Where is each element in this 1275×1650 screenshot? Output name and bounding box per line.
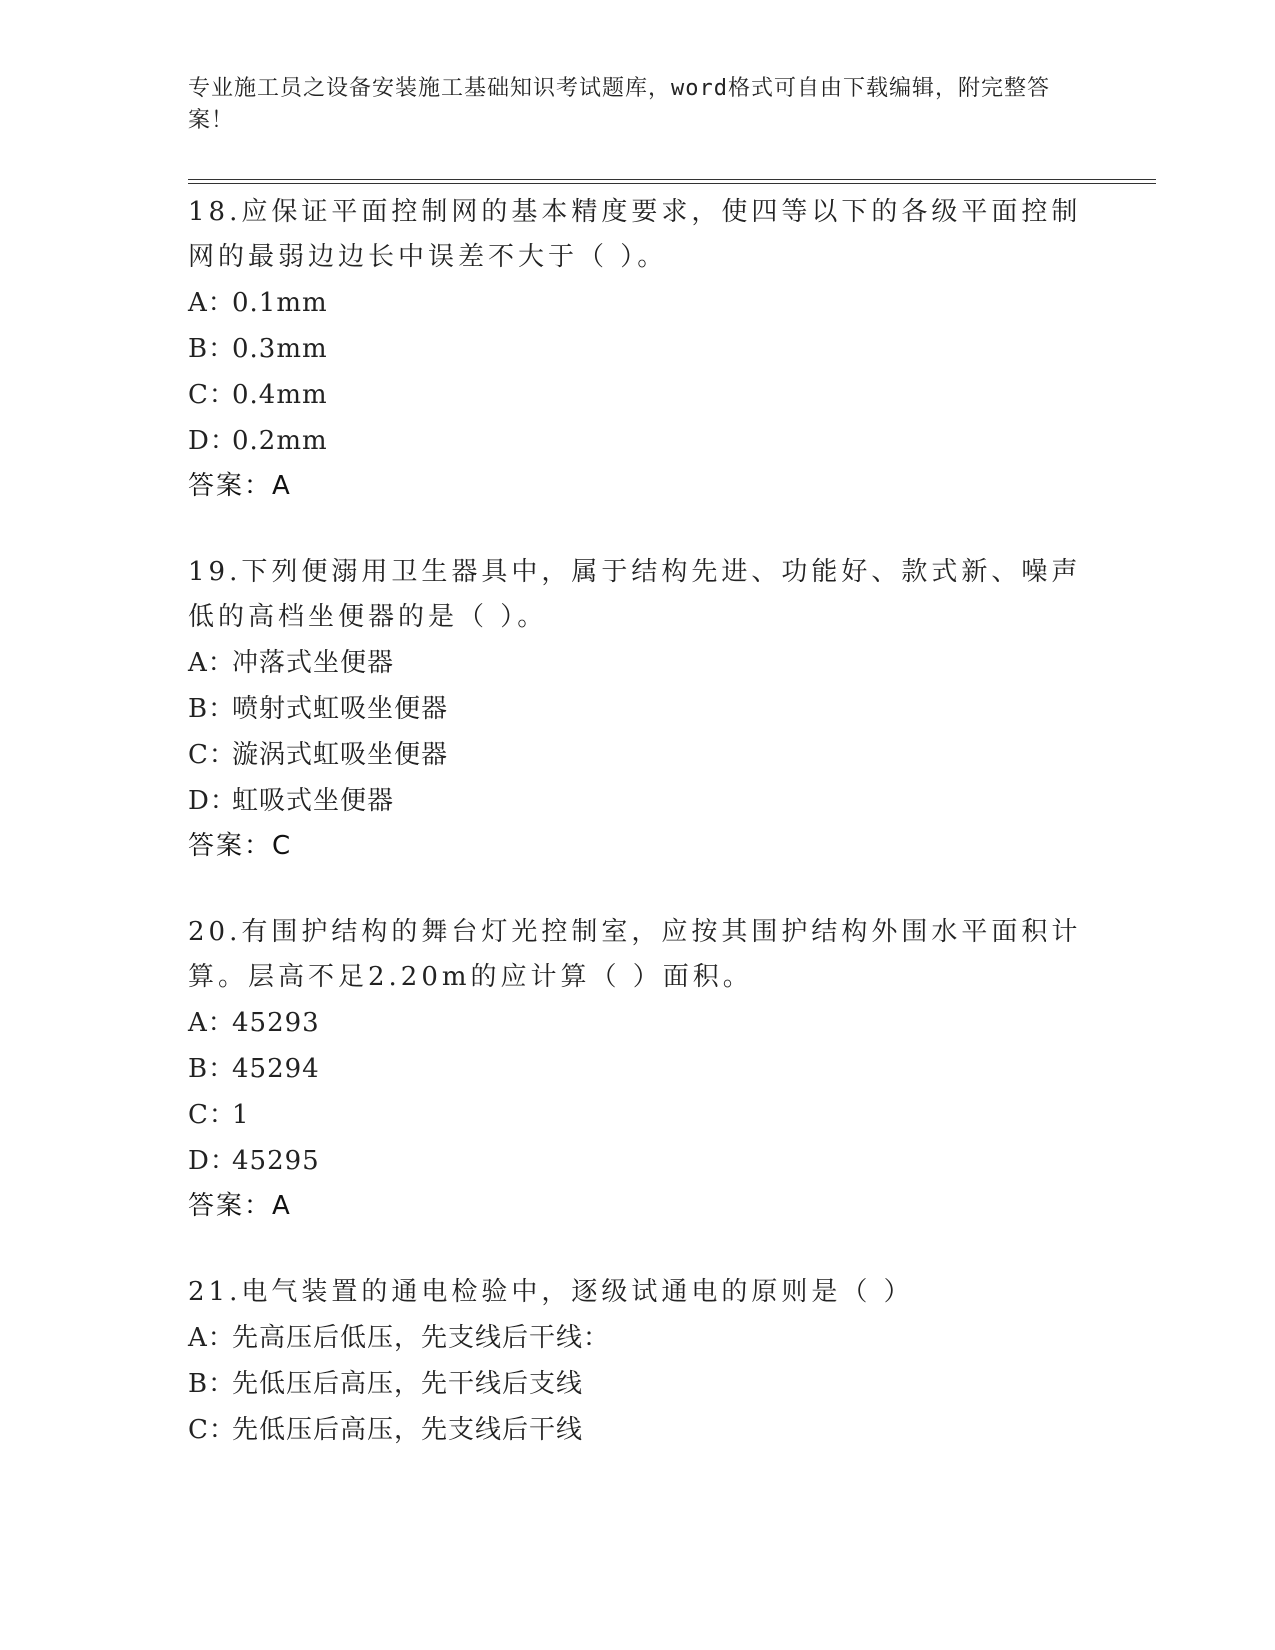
option-letter: C： [188,1415,236,1445]
question-19 [188,550,1088,868]
option-a [188,1315,1088,1361]
question-stem: 20.有围护结构的舞台灯光控制室，应按其围护结构外围水平面积计算。层高不足2.20m的应计算（ ）面积。 [188,917,1082,992]
option-b [188,1361,1088,1407]
option-text: 0.3mm [232,334,328,364]
option-text: 0.1mm [232,288,328,318]
option-text: 先高压后低压，先支线后干线： [232,1323,611,1353]
option-text: 先低压后高压，先支线后干线 [232,1415,584,1445]
option-text: 45293 [232,1008,320,1038]
option-c [188,1407,1088,1453]
option-text: 先低压后高压，先干线后支线 [232,1369,584,1399]
option-c [188,732,1088,778]
option-letter: B： [188,334,236,364]
option-text: 虹吸式坐便器 [232,786,395,816]
question-stem: 21.电气装置的通电检验中，逐级试通电的原则是（ ） [188,1277,914,1307]
option-b [188,1046,1088,1092]
option-text: 45294 [232,1054,320,1084]
option-text: 0.2mm [232,426,328,456]
question-stem: 19.下列便溺用卫生器具中，属于结构先进、功能好、款式新、噪声低的高档坐便器的是（ ）。 [188,557,1082,632]
question-21 [188,1270,1088,1453]
option-text: 45295 [232,1146,320,1176]
option-b [188,326,1088,372]
document-header: 专业施工员之设备安装施工基础知识考试题库，word格式可自由下载编辑，附完整答案！ [188,76,1050,133]
question-list [188,190,1088,1495]
question-stem: 18.应保证平面控制网的基本精度要求，使四等以下的各级平面控制网的最弱边边长中误差不大于（ ）。 [188,197,1082,272]
option-letter: C： [188,380,236,410]
option-text: 漩涡式虹吸坐便器 [232,740,449,770]
option-d [188,778,1088,824]
option-letter: C： [188,1100,236,1130]
option-d [188,1138,1088,1184]
question-20 [188,910,1088,1228]
option-letter: A： [188,1008,235,1038]
answer-line: 答案：C [188,831,293,861]
option-letter: D： [188,1146,237,1176]
option-letter: B： [188,1054,236,1084]
option-d [188,418,1088,464]
option-b [188,686,1088,732]
option-letter: A： [188,648,235,678]
option-text: 0.4mm [232,380,328,410]
option-letter: D： [188,426,237,456]
option-a [188,280,1088,326]
option-letter: C： [188,740,236,770]
option-letter: B： [188,1369,236,1399]
header-divider-bottom [188,183,1156,184]
option-a [188,1000,1088,1046]
answer-line: 答案：A [188,471,292,501]
option-c [188,372,1088,418]
option-c [188,1092,1088,1138]
option-text: 冲落式坐便器 [232,648,395,678]
option-text: 1 [232,1100,250,1130]
header-divider-top [188,179,1156,180]
option-letter: D： [188,786,237,816]
option-a [188,640,1088,686]
question-18 [188,190,1088,508]
option-letter: A： [188,1323,235,1353]
option-letter: A： [188,288,235,318]
option-letter: B： [188,694,236,724]
answer-line: 答案：A [188,1191,292,1221]
option-text: 喷射式虹吸坐便器 [232,694,449,724]
